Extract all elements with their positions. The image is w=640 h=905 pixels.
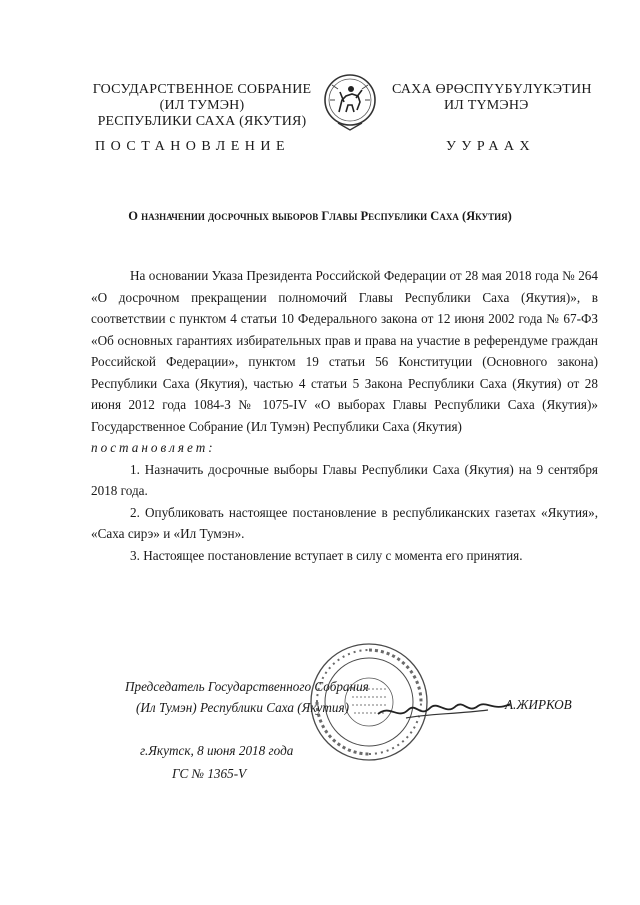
header-right-line1: САХА ӨРӨСПҮҮБҮЛҮКЭТИН [392,82,592,97]
header-right-line2: ИЛ ТҮМЭНЭ [444,98,529,113]
header-left-line1: ГОСУДАРСТВЕННОЕ СОБРАНИЕ [92,82,312,97]
document-body [91,265,598,566]
handwritten-signature-icon [376,692,512,726]
document-number: ГС № 1365-V [172,766,247,781]
signatory-position-line2: (Ил Тумэн) Республики Саха (Якутия) [136,700,350,715]
decree-item-3: 3. Настоящее постановление вступает в силу с момента его принятия. [130,547,523,563]
header-left-block [88,82,316,130]
place-and-date: г.Якутск, 8 июня 2018 года [140,743,294,758]
doc-type-sakha: УУРААХ [446,139,536,154]
header-left-line3: РЕСПУБЛИКИ САХА (ЯКУТИЯ) [97,114,307,129]
decree-item-2: 2. Опубликовать настоящее постановление в республиканских газетах «Якутия», «Саха сирэ» и «Ил Тумэн». [91,504,598,541]
decrees-word: постановляет: [91,440,216,455]
document-title: О назначении досрочных выборов Главы Республики Саха (Якутия) [128,209,512,223]
decree-item-1: 1. Назначить досрочные выборы Главы Республики Саха (Якутия) на 9 сентября 2018 года. [91,461,598,498]
signatory-position-line1: Председатель Государственного Собрания [125,679,369,694]
header-right-block [392,82,602,114]
header-left-line2: (ИЛ ТУМЭН) [159,98,245,113]
signatory-name: А.ЖИРКОВ [505,697,572,712]
sakha-republic-emblem-icon [322,72,378,134]
preamble-paragraph: На основании Указа Президента Российской Федерации от 28 мая 2018 года № 264 «О досрочном прекращении полномочий Главы Республики Саха (Якутия)», в соответствии с пунктом 4 статьи 10 Федерального закона от 12 июня 2002 года № 67-ФЗ «Об основных гарантиях избирательных прав и права на участие в референдуме граждан Российской Федерации», пунктом 19 статьи 56 Конституции (Основного закона) Республики Саха (Якутия), частью 4 статьи 5 Закона Республики Саха (Якутия) от 28 июня 2012 года 1084-З № 1075-IV «О выборах Главы Республики Саха (Якутия)» Государственное Собрание (Ил Тумэн) Республики Саха (Якутия) [91,268,598,434]
doc-type-ru: ПОСТАНОВЛЕНИЕ [95,139,291,154]
